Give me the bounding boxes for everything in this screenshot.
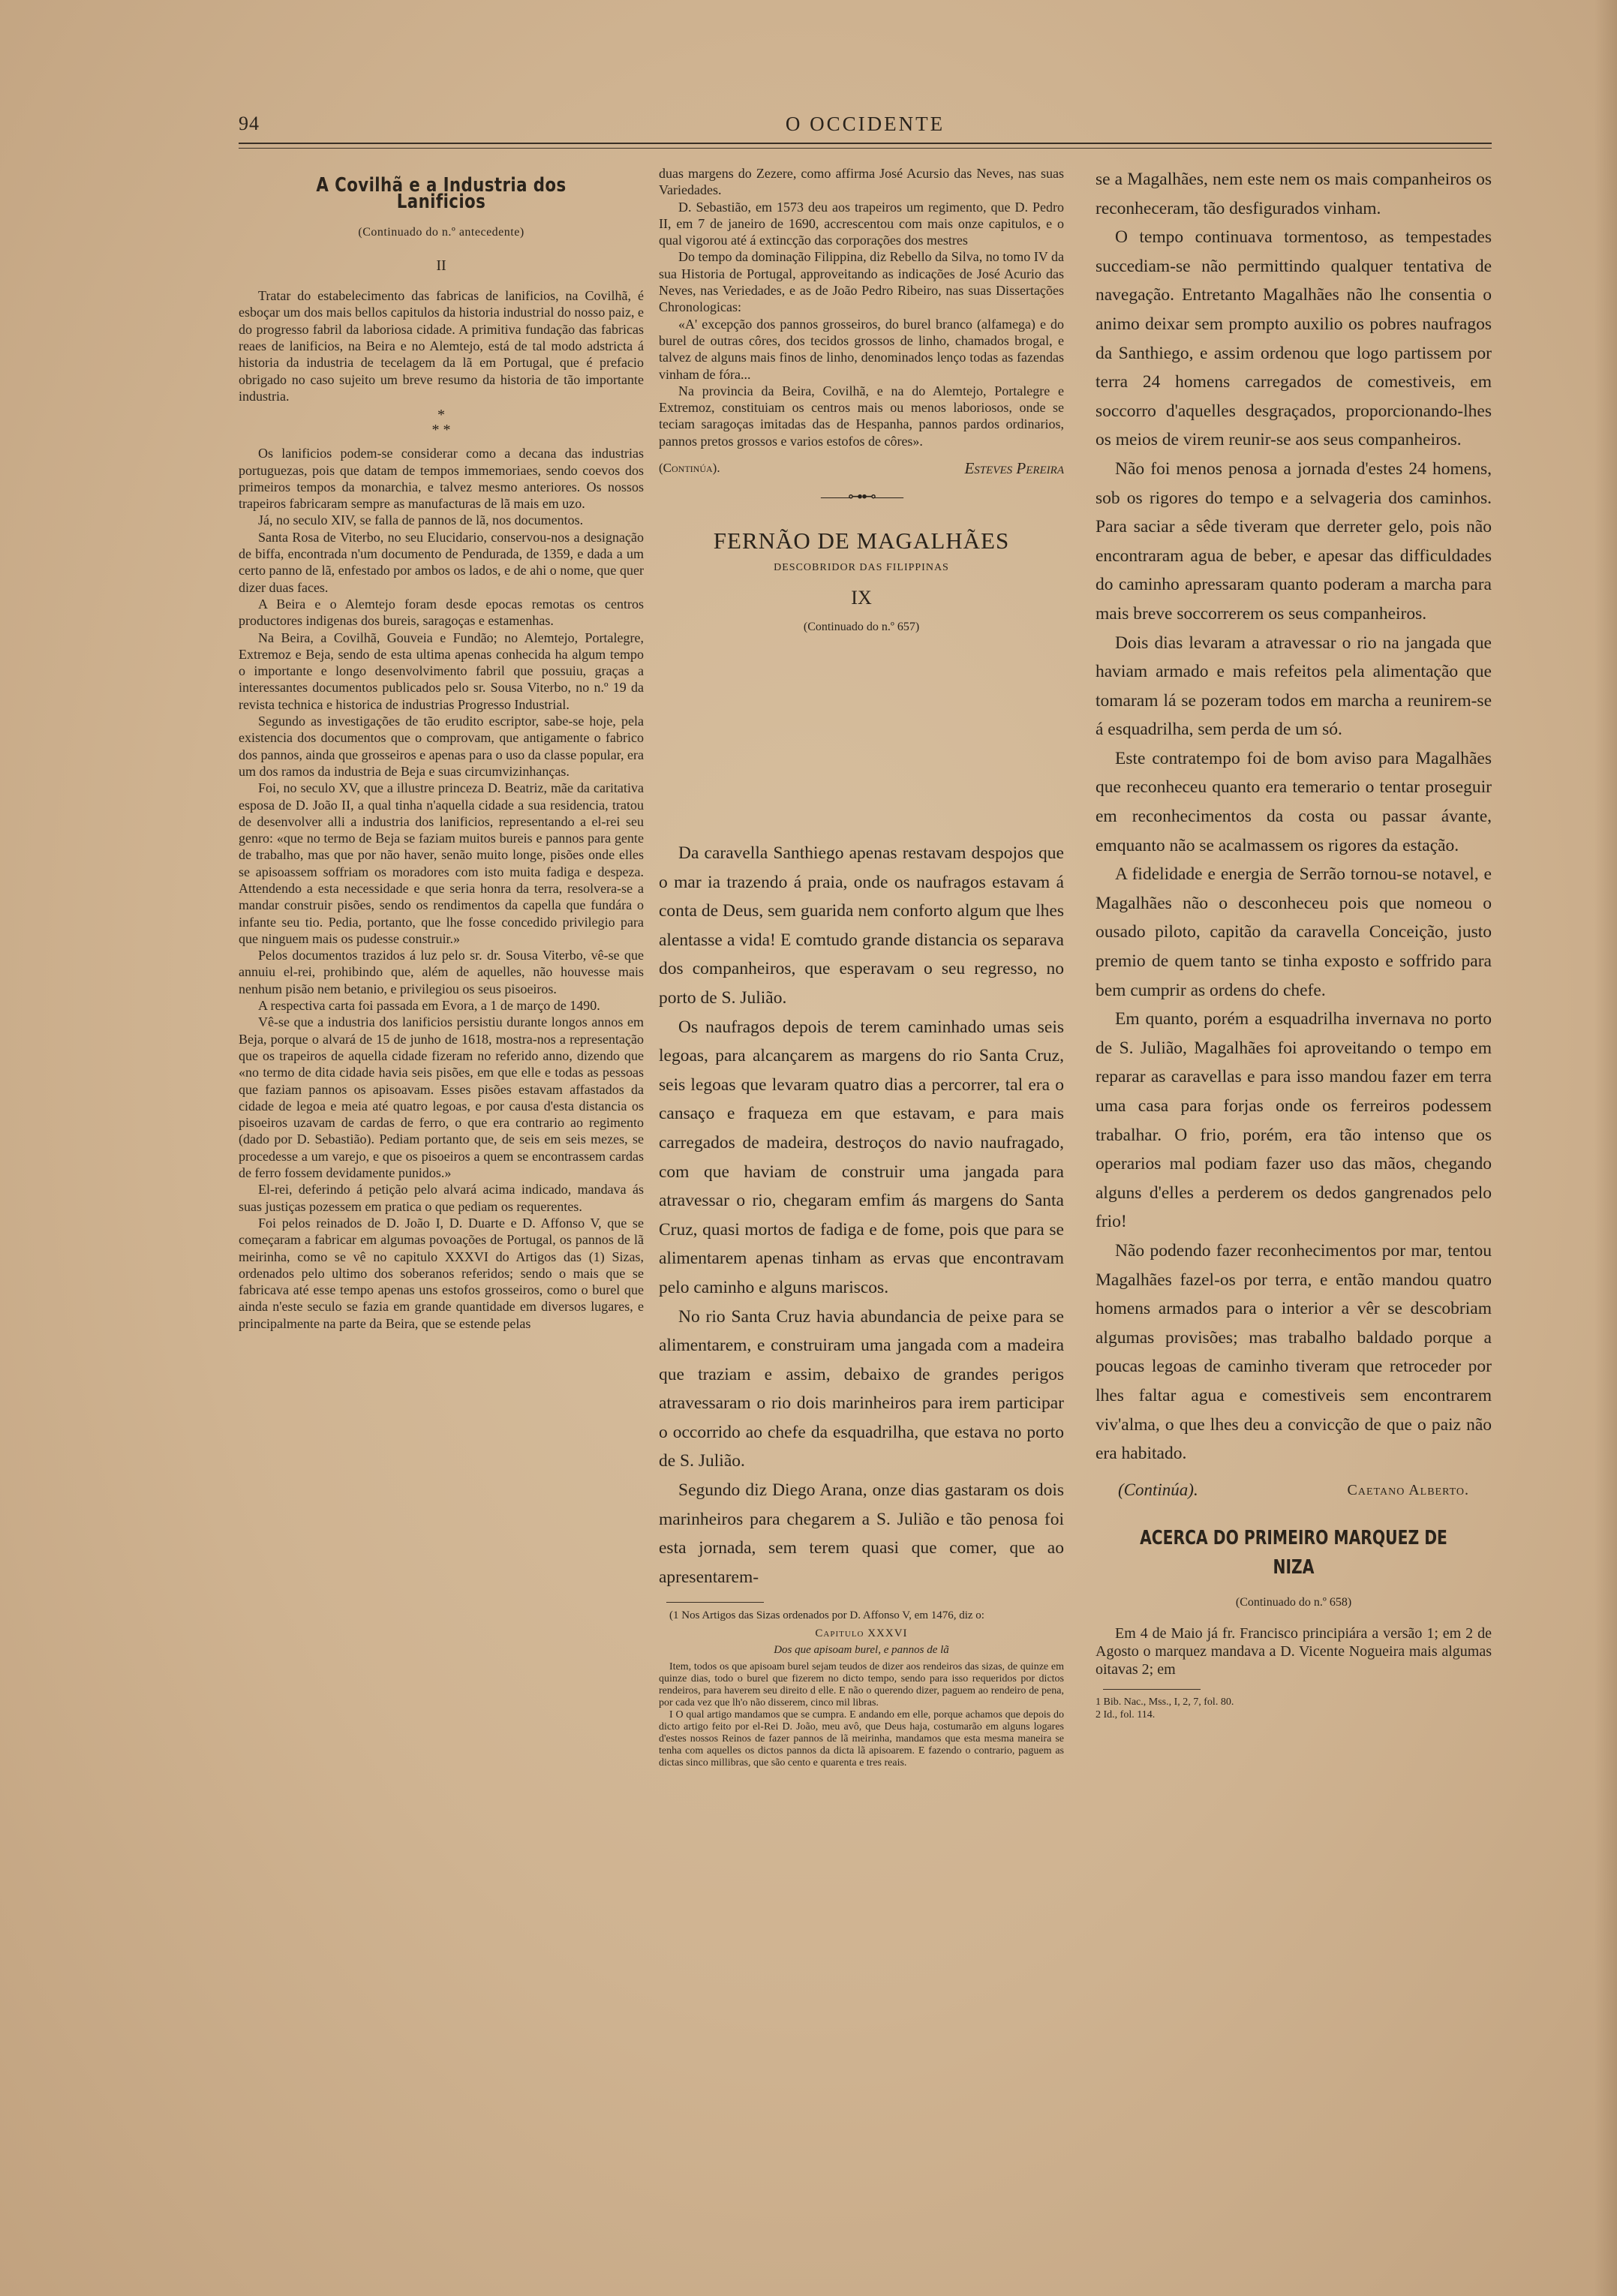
article-title: ACERCA DO PRIMEIRO MARQUEZ DE NIZA (1140, 1527, 1447, 1579)
paragraph: Foi, no seculo XV, que a illustre princeza D. Beatriz, mãe da caritativa esposa de D. João II, a qual tinha n'aquella cidade a sua residencia, tratou de desenvolver alli a industria dos lanificios, representando a el-rei seu genro: «que no termo de Beja se faziam muitos bureis e pannos para gente de trabalho, mas que por não haver, senão muito longe, pisões onde elles se apisoassem soffriam os moradores com isto muita fadiga e despeza. Attendendo a esta necessidade e que seria honra da terra, resolvera-se a mandar construir pisões, sendo os rendimentos da capella que fundára o infante seu tio. Pedia, portanto, que lhe fosse concedido privilegio para que ninguem mais os pudesse construir.» (239, 780, 644, 946)
column-2-top (659, 165, 1064, 651)
article-signature (659, 460, 1064, 476)
paragraph: se a Magalhães, nem este nem os mais companheiros os reconheceram, tão desfigurados vinham. (1096, 170, 1492, 218)
paragraph: Pelos documentos trazidos á luz pelo sr. dr. Sousa Viterbo, vê-se que annuiu el-rei, prohibindo que, além de aquelles, não houvesse mais nenhum pisão nem betanio, e privilegiou os seus pisoeiros. (239, 948, 644, 996)
paragraph: Segundo diz Diego Arana, onze dias gastaram os dois marinheiros para chegarem a S. Julião e tão penosa foi esta jornada, sem terem quasi que comer, que ao apresentarem- (659, 1480, 1064, 1587)
paragraph: «A' excepção dos pannos grosseiros, do burel branco (alfamega) e do burel de outras côres, dos tecidos grossos de linho, chamados brogal, e talvez de alguns mais finos de linho, denominados lenço todas as fazendas vinham de fóra... (659, 316, 1064, 382)
paragraph: Tratar do estabelecimento das fabricas de lanificios, na Covilhã, é esboçar um dos mais bellos capitulos da historia industrial do nosso paiz, e do progresso fabril da laboriosa cidade. A primitiva fundação das fabricas reaes de lanificios, na Beira e no Alemtejo, está de tal modo adstricta á historia da industria de tecelagem da lã em Portugal, que é prefacio obrigado no caso sujeito um breve resumo da historia de tão importante industria. (239, 288, 644, 404)
column-1 (239, 171, 644, 1332)
paragraph: Em 4 de Maio já fr. Francisco principiára a versão 1; em 2 de Agosto o marquez mandava a D. Vicente Nogueira mais algumas oitavas 2; em (1096, 1625, 1492, 1678)
article-subtitle: DESCOBRIDOR DAS FILIPPINAS (774, 561, 949, 573)
paragraph: O tempo continuava tormentoso, as tempestades succediam-se não permittindo qualquer tentativa de navegação. Entretanto Magalhães não lhe consentia o animo deixar sem prompto auxilio os pobres naufragos da Santhiego, e assim ordenou que logo partissem por terra 24 homens carregados de comestiveis, em soccorro d'aquelles desgraçados, proporcionando-lhes os meios de virem reunir-se aos seus companheiros. (1096, 227, 1492, 450)
page-edge-shadow (1594, 0, 1617, 2296)
column-3 (1096, 165, 1492, 1721)
footnote-heading: Dos que apisoam burel, e pannos de lã (774, 1644, 949, 1657)
footnote-text: I O qual artigo mandamos que se cumpra. E andando em elle, porque achamos que depois do dicto artigo feito por el-Rei D. João, meu avô, que Deus haja, costumarão em alguns logares d'estes nossos Reinos de fazer pannos de lã meirinha, mandamos que esta mesma maneira se tenha com aquelles os dictos pannos da dicta lã apisoarem. E fazendo o contrario, paguem as dictas sinco millibras, que são cento e quarenta e tres reais. (659, 1709, 1064, 1769)
page-header (239, 113, 1492, 140)
header-rule (239, 143, 1492, 144)
footnote (1096, 1696, 1492, 1721)
paragraph: Do tempo da dominação Filippina, diz Rebello da Silva, no tomo IV da sua Historia de Portugal, approveitando as indicações de José Acurio das Neves, nas Veriedades, e as de João Pedro Ribeiro, nas suas Dissertações Chronologicas: (659, 249, 1064, 315)
paragraph: Dois dias levaram a atravessar o rio na jangada que haviam armado e mais refeitos pela alimentação que tomaram lá se pozeram todos em marcha a reunirem-se á esquadrilha, sem perda de um só. (1096, 633, 1492, 740)
paragraph: Foi pelos reinados de D. João I, D. Duarte e D. Affonso V, que se começaram a fabricar em algumas povoações de Portugal, os pannos de lã meirinha, como se vê no capitulo XXXVI do Artigos das (1) Sizas, ordenados pelo ultimo dos soberanos referidos; sendo o mais que se fabricava até esse tempo apenas uns estofos grosseiros, como o burel que ainda n'este seculo se fazia em grande quantidade em diversos lugares, e principalmente na parte da Beira, que se estende pelas (239, 1215, 644, 1331)
paragraph: Segundo as investigações de tão erudito escriptor, sabe-se hoje, pela existencia dos documentos que o comprovam, que antigamente o fabrico dos pannos, ainda que grosseiros e apenas para o uso da classe popular, era um dos ramos da industria de Beja e suas circumvizinhanças. (239, 714, 644, 779)
paragraph: Já, no seculo XIV, se falla de pannos de lã, nos documentos. (258, 512, 584, 528)
footnote-2: 2 Id., fol. 114. (1096, 1709, 1156, 1721)
paragraph: Em quanto, porém a esquadrilha invernava no porto de S. Julião, Magalhães foi aproveitando o tempo em reparar as caravellas e para isso mandou fazer em terra uma casa para forjas onde os ferreiros podessem trabalhar. O frio, porém, era tão intenso que os operarios mal podiam fazer uso das mãos, chegando alguns d'elles a perderem os dedos gangrenados pelo frio! (1096, 1009, 1492, 1232)
paragraph: El-rei, deferindo á petição pelo alvará acima indicado, mandava ás suas justiças pozessem em pratica o que pediam os requerentes. (239, 1182, 644, 1214)
paragraph: Não foi menos penosa a jornada d'estes 24 homens, sob os rigores do tempo e a selvageria dos caminhos. Para saciar a sêde tiveram que derreter gelo, pois não encontraram agua de beber, e apesar das difficuldades do caminho apressaram quanto poderam a marcha para mais breve soccorrerem os seus companheiros. (1096, 458, 1492, 624)
footnote-chapter: Capitulo XXXVI (815, 1627, 908, 1640)
continued-note: (Continuado do n.º antecedente) (358, 225, 524, 239)
author-name: Esteves Pereira (964, 459, 1064, 478)
footnote-rule (666, 1602, 764, 1603)
article-title: FERNÃO DE MAGALHÃES (713, 527, 1010, 554)
header-rule-thin (239, 148, 1492, 149)
paragraph: A fidelidade e energia de Serrão tornou-se notavel, e Magalhães não o desconheceu pois que nomeou o ousado piloto, capitão da caravella Conceição, justo premio de quem tanto se tinha exposto e soffrido para bem cumprir as ordens do chefe. (1096, 864, 1492, 1000)
paragraph: Este contratempo foi de bom aviso para Magalhães que reconheceu quanto era temerario o tentar proseguir em reconhecimentos da costa ou passar ávante, emquanto não se acalmassem os rigores da estação. (1096, 748, 1492, 855)
section-number: IX (851, 587, 872, 609)
page-number: 94 (239, 113, 260, 134)
footnote-note: (1 Nos Artigos das Sizas ordenados por D. Affonso V, em 1476, diz o: (669, 1609, 984, 1622)
footnote-rule (1103, 1689, 1201, 1690)
ornament-divider: ——⊶⊷—— (821, 488, 902, 506)
paragraph: Vê-se que a industria dos lanificios persistiu durante longos annos em Beja, porque o alvará de 15 de junho de 1618, mostra-nos a representação que os trapeiros de aquella cidade fizeram no referido anno, dizendo que «no termo de dita cidade havia seis pisões, em que elle e todas as pessoas que faziam pannos os apisoavam. Esses pisões estavam affastados da cidade de legoa e meia até quatro legoas, e por causa d'esta distancia os pisoeiros uzavam de cardas de ferro, o que era contrario ao regimento (dado por D. Sebastião). Pediam portanto que, de seis em seis mezes, se procedesse a um varejo, e que os pisoeiros a quem se encontrassem cardas de ferro fossem devidamente punidos.» (239, 1014, 644, 1181)
article-signature (1096, 1476, 1492, 1505)
section-number: II (436, 257, 446, 274)
section-separator (239, 407, 644, 437)
footnote-text: Item, todos os que apisoam burel sejam teudos de dizer aos rendeiros das sizas, de quinze em quinze dias, todo o burel que fizerem no dicto tempo, sendo para isso requeridos por dictos rendeiros, para haverem seu direito d elle. E não o querendo dizer, paguem ao rendeiro de pena, por cada vez que lh'o não disserem, cinco mil libras. (659, 1661, 1064, 1709)
paragraph: A respectiva carta foi passada em Evora, a 1 de março de 1490. (258, 998, 600, 1014)
footnote-1: 1 Bib. Nac., Mss., I, 2, 7, fol. 80. (1096, 1696, 1234, 1708)
star-top: * (437, 407, 445, 424)
article-body (1096, 1624, 1492, 1678)
article-title: A Covilhã e a Industria dos Lanificios (316, 174, 567, 214)
running-head: O OCCIDENTE (785, 113, 945, 135)
continua-note: (Continúa). (1118, 1480, 1198, 1499)
paragraph: Na provincia da Beira, Covilhã, e na do Alemtejo, Portalegre e Extremoz, constituiam os centros mais ou menos laboriosos, onde se teciam saragoças imitadas das de Hespanha, pannos pardos ordinarios, pannos pretos grossos e varios estofos de côres». (659, 383, 1064, 449)
column-2-body (659, 839, 1064, 1769)
footnote (659, 1609, 1064, 1769)
paragraph: Os lanificios podem-se considerar como a decana das industrias portuguezas, pois que datam de tempos immemoriaes, sendo coevos dos primeiros tempos da monarchia, e talvez mesmo anteriores. Os nossos trapeiros fabricaram sempre as manufacturas de lã mais em uzo. (239, 446, 644, 512)
continued-note: (Continuado do n.º 658) (1235, 1595, 1352, 1609)
star-bottom: * * (431, 422, 451, 439)
paragraph: Os naufragos depois de terem caminhado umas seis legoas, para alcançarem as margens do rio Santa Cruz, seis legoas que levaram quatro dias a percorrer, tal era o cansaço e fraqueza em que estavam, e para mais carregados de madeira, destroços do navio naufragado, com que haviam de construir uma jangada para atravessar o rio, chegaram emfim ás margens do Santa Cruz, quasi mortos de fadiga e de fome, pois que para se alimentarem apenas tinham as ervas que encontravam pelo caminho e alguns mariscos. (659, 1017, 1064, 1297)
paragraph: A Beira e o Alemtejo foram desde epocas remotas os centros productores indigenas dos bureis, saragoças e estamenhas. (239, 596, 644, 629)
paragraph: duas margens do Zezere, como affirma José Acursio das Neves, nas suas Variedades. (659, 166, 1064, 198)
continua-note: (Continúa). (659, 461, 720, 476)
author-name: Caetano Alberto. (1347, 1481, 1469, 1498)
continued-note: (Continuado do n.º 657) (803, 620, 920, 633)
paragraph: Na Beira, a Covilhã, Gouveia e Fundão; no Alemtejo, Portalegre, Extremoz e Beja, sendo de esta ultima apenas conhecida ha algum tempo o importante e longo desenvolvimento fabril que possuiu, graças a interessantes documentos publicados pelo sr. Sousa Viterbo, no n.º 19 da revista technica e historica de industrias Progresso Industrial. (239, 630, 644, 712)
paragraph: Da caravella Santhiego apenas restavam despojos que o mar ia trazendo á praia, onde os naufragos estavam á conta de Deus, sem guarida nem conforto algum que lhes alentasse a vida! E comtudo grande distancia os separava dos companheiros, que esperavam o seu regresso, no porto de S. Julião. (659, 843, 1064, 1008)
paragraph: No rio Santa Cruz havia abundancia de peixe para se alimentarem, e construiram uma jangada com a madeira que traziam e assim, debaixo de grandes perigos atravessaram o rio dois marinheiros para irem participar o occorrido ao chefe da esquadrilha, que estava no porto de S. Julião. (659, 1306, 1064, 1471)
paragraph: D. Sebastião, em 1573 deu aos trapeiros um regimento, que D. Pedro II, em 7 de janeiro de 1690, accrescentou com mais onze capitulos, e o qual vigorou até á extincção das corporações dos mestres (659, 199, 1064, 248)
paragraph: Não podendo fazer reconhecimentos por mar, tentou Magalhães fazel-os por terra, e então mandou quatro homens armados para o interior a vêr se descobriam algumas provisões; mas trabalho baldado porque a poucas legoas de caminho tiveram que retroceder por lhes faltar agua e comestiveis sem encontrarem viv'alma, o que lhes deu a convicção de que o paiz não era habitado. (1096, 1240, 1492, 1464)
paragraph: Santa Rosa de Viterbo, no seu Elucidario, conservou-nos a designação de biffa, encontrada n'um documento de Pendurada, de 1359, e dada a um certo panno de lã, enfestado por ambos os lados, e de ahi o nome, que quer dizer duas faces. (239, 529, 644, 595)
